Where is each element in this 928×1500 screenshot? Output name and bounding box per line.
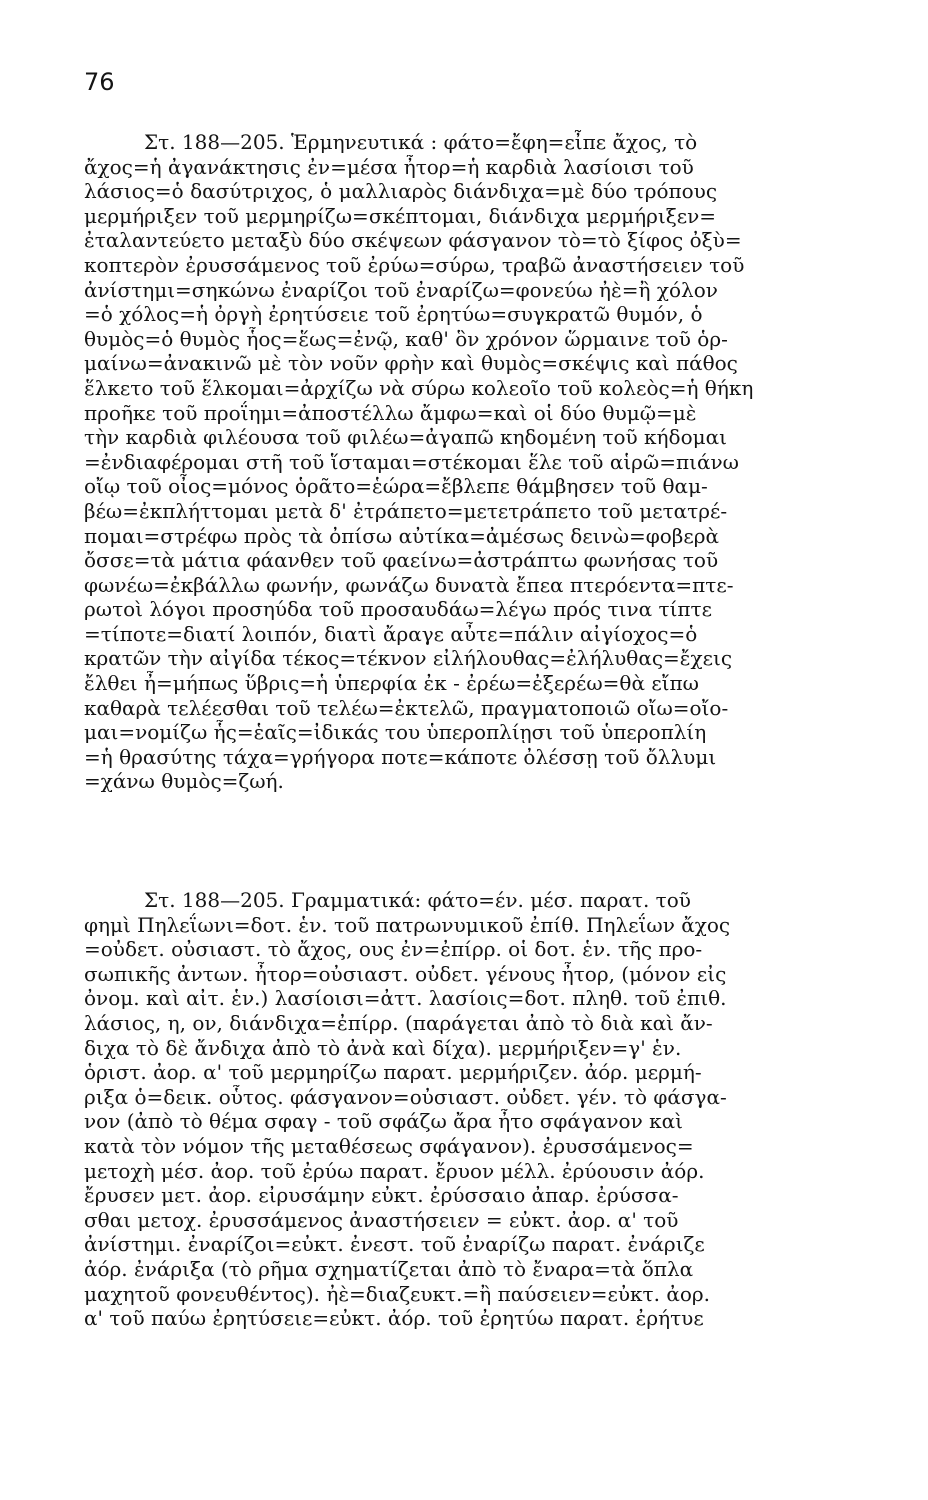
text-line: μαίνω=ἀνακινῶ μὲ τὸν νοῦν φρὴν καὶ θυμὸς=σκέψις καὶ πάθος — [84, 351, 738, 376]
text-line: ἐταλαντεύετο μεταξὺ δύο σκέψεων φάσγανον τὸ=τὸ ξίφος ὀξὺ= — [84, 228, 742, 253]
text-line: =οὐδετ. οὐσιαστ. τὸ ἄχος, ους ἐν=ἐπίρρ. οἱ δοτ. ἑν. τῆς προ- — [84, 937, 703, 962]
text-line: ριξα ὁ=δεικ. οὗτος. φάσγανον=οὐσιαστ. οὐδετ. γέν. τὸ φάσγα- — [84, 1084, 727, 1109]
text-line: φημὶ Πηλεΐωνι=δοτ. ἑν. τοῦ πατρωνυμικοῦ ἐπίθ. Πηλεΐων ἄχος — [84, 912, 731, 937]
text-line: α' τοῦ παύω ἐρητύσειε=εὐκτ. ἀόρ. τοῦ ἐρητύω παρατ. ἐρήτυε — [84, 1306, 704, 1331]
text-line: θυμὸς=ὁ θυμὸς ἧος=ἕως=ἐνῷ, καθ' ὃν χρόνον ὥρμαινε τοῦ ὁρ- — [84, 326, 728, 351]
commentary-paragraph-1 — [84, 130, 904, 794]
text-line: καθαρὰ τελέεσθαι τοῦ τελέω=ἐκτελῶ, πραγματοποιῶ οἴω=οἴο- — [84, 695, 729, 720]
text-line: κοπτερὸν ἐρυσσάμενος τοῦ ἐρύω=σύρω, τραβῶ ἀναστήσειεν τοῦ — [84, 252, 745, 277]
text-line: διχα τὸ δὲ ἄνδιχα ἀπὸ τὸ ἀνὰ καὶ δίχα). μερμήριξεν=γ' ἑν. — [84, 1035, 682, 1060]
text-line: μαι=νομίζω ἧς=ἑαῖς=ἰδικάς του ὑπεροπλίῃσι τοῦ ὑπεροπλίη — [84, 720, 707, 745]
text-line: σθαι μετοχ. ἐρυσσάμενος ἀναστήσειεν = εὐκτ. ἀορ. α' τοῦ — [84, 1207, 679, 1232]
text-line: ὀνομ. καὶ αἰτ. ἑν.) λασίοισι=ἀττ. λασίοις=δοτ. πληθ. τοῦ ἐπιθ. — [84, 986, 727, 1011]
text-line: κρατῶν τὴν αἰγίδα τέκος=τέκνον εἰλήλουθας=ἐλήλυθας=ἔχεις — [84, 646, 733, 671]
text-line: ἕλκετο τοῦ ἕλκομαι=ἀρχίζω νὰ σύρω κολεοῖο τοῦ κολεὸς=ἡ θήκη — [84, 375, 754, 400]
commentary-paragraph-2 — [84, 888, 904, 1331]
text-line: ἀνίστημι=σηκώνω ἐναρίζοι τοῦ ἐναρίζω=φονεύω ἠὲ=ἢ χόλον — [84, 277, 718, 302]
text-line: =ὁ χόλος=ἡ ὀργὴ ἐρητύσειε τοῦ ἐρητύω=συγκρατῶ θυμόν, ὁ — [84, 302, 703, 327]
page-number: 76 — [84, 68, 115, 96]
text-line: ἔρυσεν μετ. ἀορ. εἰρυσάμην εὐκτ. ἐρύσσαιο ἀπαρ. ἐρύσσα- — [84, 1183, 679, 1208]
text-line: λάσιος=ὁ δασύτριχος, ὁ μαλλιαρὸς διάνδιχα=μὲ δύο τρόπους — [84, 179, 718, 204]
text-line: ἄχος=ἡ ἀγανάκτησις ἐν=μέσα ἦτορ=ἡ καρδιὰ λασίοισι τοῦ — [84, 154, 694, 179]
text-line: μετοχὴ μέσ. ἀορ. τοῦ ἐρύω παρατ. ἔρυον μέλλ. ἐρύουσιν ἀόρ. — [84, 1158, 705, 1183]
text-line: κατὰ τὸν νόμον τῆς μεταθέσεως σφάγανον). ἐρυσσάμενος= — [84, 1133, 694, 1158]
text-line: =ἡ θρασύτης τάχα=γρήγορα ποτε=κάποτε ὀλέσσῃ τοῦ ὄλλυμι — [84, 744, 717, 769]
text-line: ρωτοὶ λόγοι προσηύδα τοῦ προσαυδάω=λέγω πρός τινα τίπτε — [84, 597, 712, 622]
text-line: μαχητοῦ φονευθέντος). ἠὲ=διαζευκτ.=ἢ παύσειεν=εὐκτ. ἀορ. — [84, 1281, 710, 1306]
text-line: σωπικῆς ἀντων. ἦτορ=οὐσιαστ. οὐδετ. γένους ἦτορ, (μόνον εἰς — [84, 961, 727, 986]
text-line: μερμήριξεν τοῦ μερμηρίζω=σκέπτομαι, διάνδιχα μερμήριξεν= — [84, 203, 717, 228]
text-line: ὁριστ. ἀορ. α' τοῦ μερμηρίζω παρατ. μερμήριζεν. ἀόρ. μερμή- — [84, 1060, 702, 1085]
text-line: Στ. 188—205. Ἑρμηνευτικά : φάτο=ἔφη=εἶπε ἄχος, τὸ — [144, 130, 698, 154]
text-line: οἴῳ τοῦ οἶος=μόνος ὁρᾶτο=ἑώρα=ἔβλεπε θάμβησεν τοῦ θαμ- — [84, 474, 708, 499]
text-line: ἀόρ. ἐνάριξα (τὸ ρῆμα σχηματίζεται ἀπὸ τὸ ἔναρα=τὰ ὅπλα — [84, 1256, 694, 1281]
text-line: νον (ἀπὸ τὸ θέμα σφαγ - τοῦ σφάζω ἄρα ἦτο σφάγανον καὶ — [84, 1109, 683, 1134]
text-line: φωνέω=ἐκβάλλω φωνήν, φωνάζω δυνατὰ ἔπεα πτερόεντα=πτε- — [84, 572, 734, 597]
text-line: ἔλθει ἦ=μήπως ὕβρις=ἡ ὑπερφία ἐκ - ἐρέω=ἐξερέω=θὰ εἴπω — [84, 671, 699, 696]
text-line: ἀνίστημι. ἐναρίζοι=εὐκτ. ἐνεστ. τοῦ ἐναρίζω παρατ. ἐνάριζε — [84, 1232, 705, 1257]
text-line: =ἐνδιαφέρομαι στῆ τοῦ ἵσταμαι=στέκομαι ἕλε τοῦ αἱρῶ=πιάνω — [84, 449, 739, 474]
text-line: =χάνω θυμὸς=ζωή. — [84, 769, 284, 794]
text-line: βέω=ἐκπλήττομαι μετὰ δ' ἐτράπετο=μετετράπετο τοῦ μετατρέ- — [84, 498, 728, 523]
text-line: προῆκε τοῦ προΐημι=ἀποστέλλω ἄμφω=καὶ οἱ δύο θυμῷ=μὲ — [84, 400, 697, 425]
text-line: ὄσσε=τὰ μάτια φάανθεν τοῦ φαείνω=ἀστράπτω φωνήσας τοῦ — [84, 548, 719, 573]
text-line: λάσιος, η, ον, διάνδιχα=ἐπίρρ. (παράγεται ἀπὸ τὸ διὰ καὶ ἄν- — [84, 1010, 713, 1035]
text-line: =τίποτε=διατί λοιπόν, διατὶ ἄραγε αὖτε=πάλιν αἰγίοχος=ὁ — [84, 621, 698, 646]
text-line: Στ. 188—205. Γραμματικά: φάτο=έν. μέσ. παρατ. τοῦ — [144, 888, 691, 912]
text-line: πομαι=στρέφω πρὸς τὰ ὀπίσω αὐτίκα=ἀμέσως δεινὼ=φοβερὰ — [84, 523, 719, 548]
text-line: τὴν καρδιὰ φιλέουσα τοῦ φιλέω=ἀγαπῶ κηδομένη τοῦ κήδομαι — [84, 425, 727, 450]
